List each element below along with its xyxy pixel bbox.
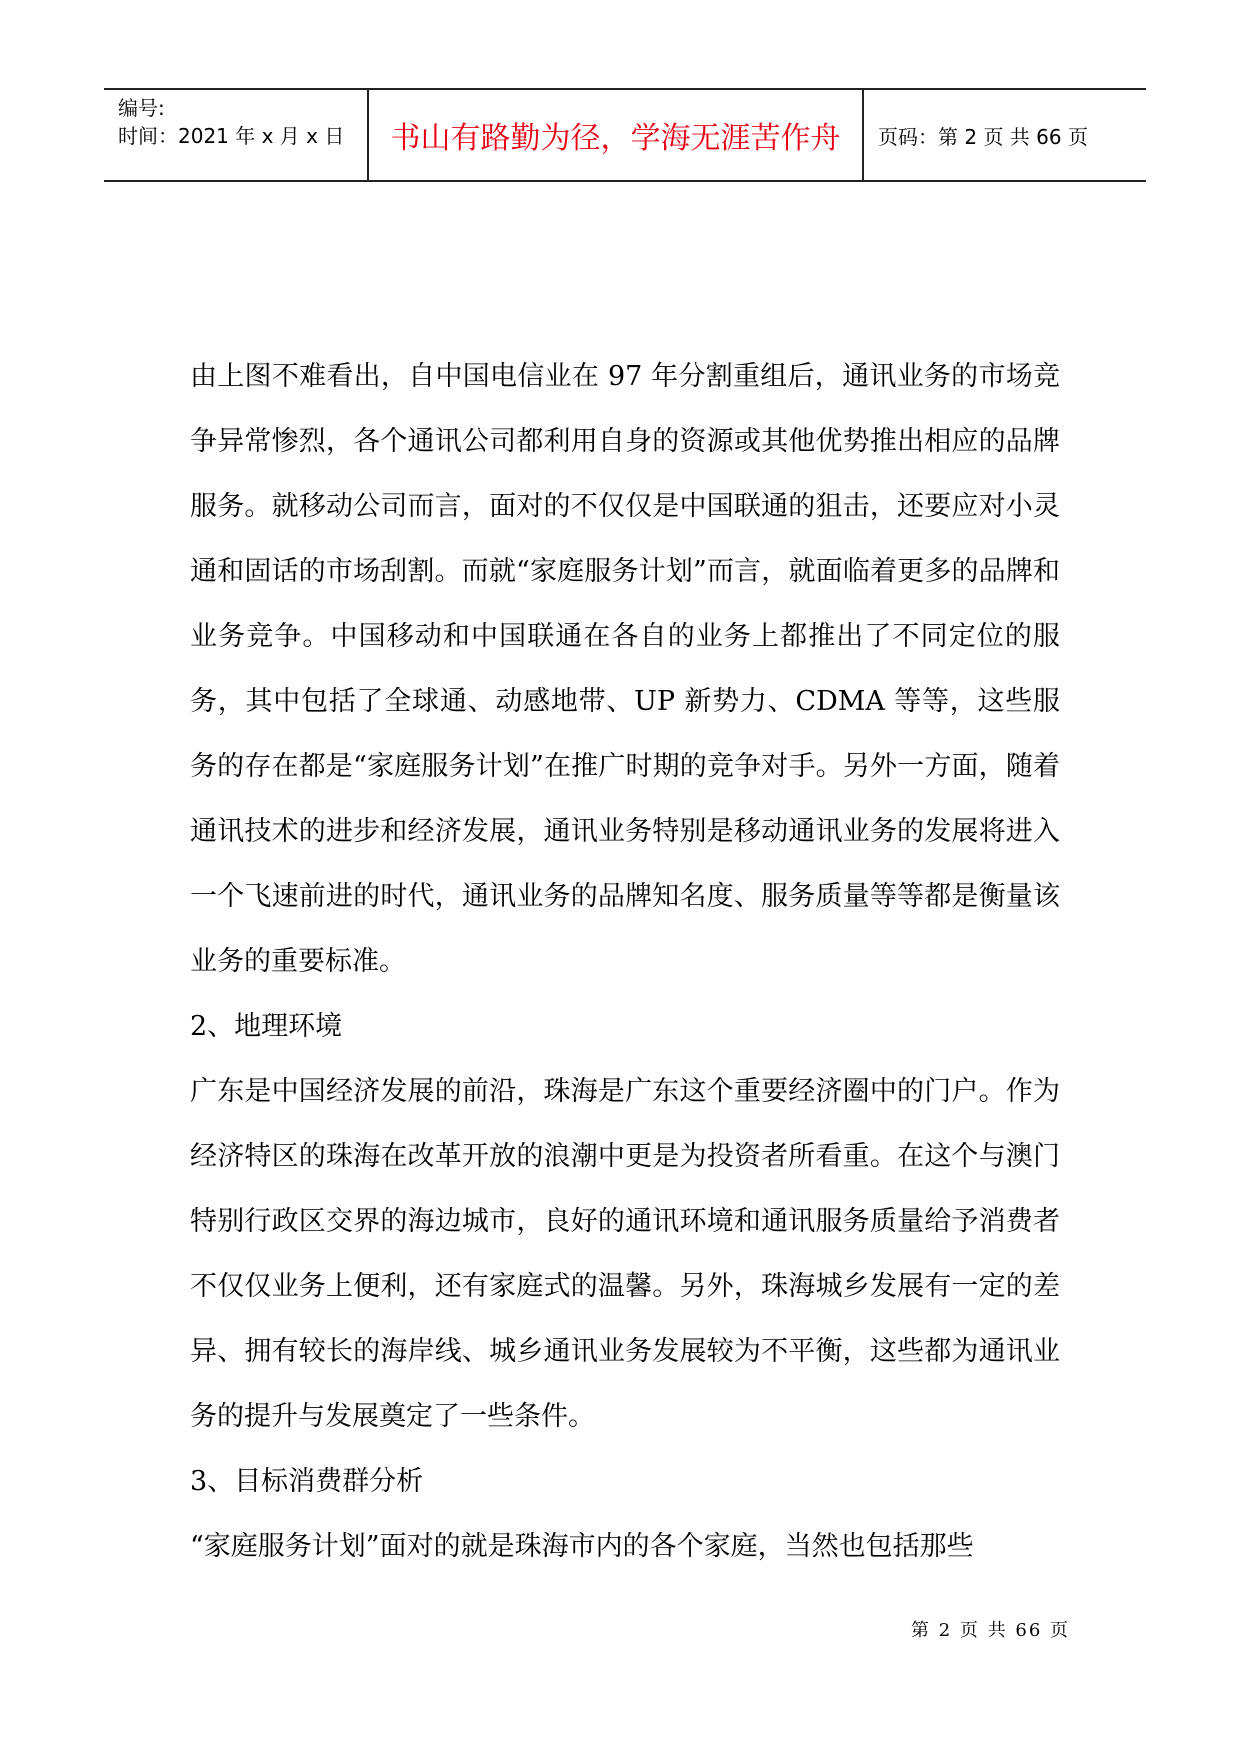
page-footer: 第 2 页 共 66 页 <box>911 1620 1070 1641</box>
header-meta <box>104 90 369 180</box>
body-paragraph: “家庭服务计划”面对的就是珠海市内的各个家庭，当然也包括那些 <box>190 1531 974 1562</box>
page-header <box>104 88 1146 182</box>
body-paragraph: 由上图不难看出，自中国电信业在 97 年分割重组后，通讯业务的市场竞争异常惨烈，各个通讯公司都利用自身的资源或其他优势推出相应的品牌服务。就移动公司而言，面对的不仅仅是中国联通的狙击，还要应对小灵通和固话的市场刮割。而就“家庭服务计划”而言，就面临着更多的品牌和业务竞争。中国移动和中国联通在各自的业务上都推出了不同定位的服务，其中包括了全球通、动感地带、UP 新势力、CDMA 等等，这些服务的存在都是“家庭服务计划”在推广时期的竞争对手。另外一方面，随着通讯技术的进步和经济发展，通讯业务特别是移动通讯业务的发展将进入一个飞速前进的时代，通讯业务的品牌知名度、服务质量等等都是衡量该业务的重要标准。 <box>190 361 1060 977</box>
document-time: 时间：2021 年 x 月 x 日 <box>118 124 345 148</box>
header-page-code: 页码：第 2 页 共 66 页 <box>878 124 1088 149</box>
header-motto: 书山有路勤为径，学海无涯苦作舟 <box>369 90 864 180</box>
section-heading: 2、地理环境 <box>190 1011 343 1042</box>
document-body <box>190 344 1060 1579</box>
document-number-label: 编号: <box>118 96 165 120</box>
section-heading: 3、目标消费群分析 <box>190 1466 424 1497</box>
body-paragraph: 广东是中国经济发展的前沿，珠海是广东这个重要经济圈中的门户。作为经济特区的珠海在改革开放的浪潮中更是为投资者所看重。在这个与澳门特别行政区交界的海边城市，良好的通讯环境和通讯服务质量给予消费者不仅仅业务上便利，还有家庭式的温馨。另外，珠海城乡发展有一定的差异、拥有较长的海岸线、城乡通讯业务发展较为不平衡，这些都为通讯业务的提升与发展奠定了一些条件。 <box>190 1076 1060 1432</box>
